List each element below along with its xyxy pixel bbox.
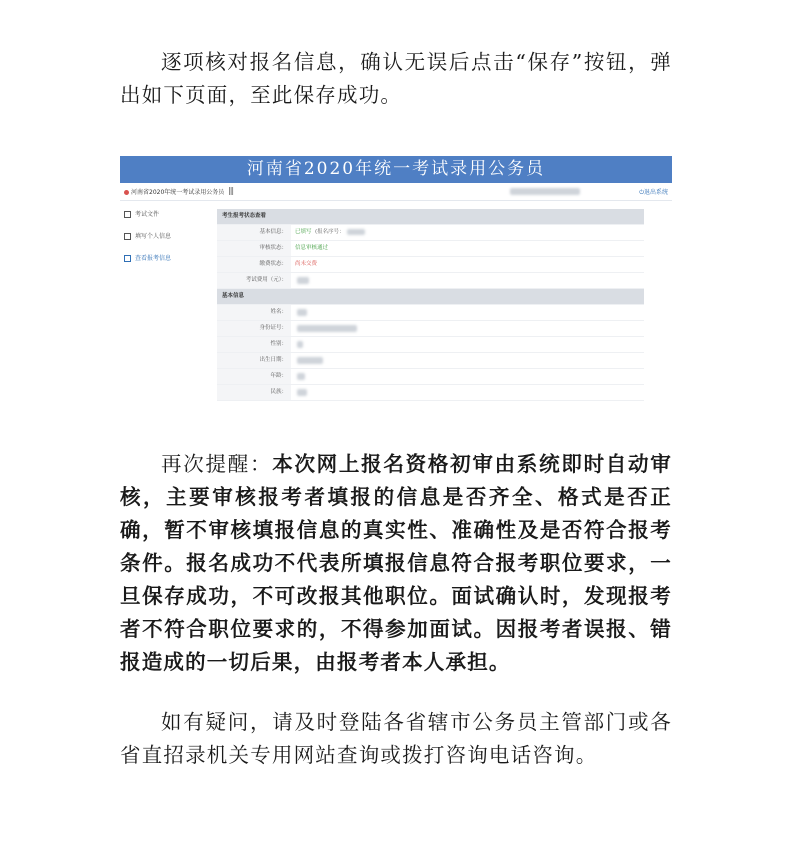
blurred-user-info: [510, 188, 580, 195]
reminder-paragraph: [120, 448, 672, 679]
table-row: 基本信息： 已填写 (报名序号：: [217, 225, 644, 241]
logout-link[interactable]: ⏻退出系统: [639, 189, 668, 196]
table-row: 年龄：: [217, 369, 644, 385]
basic-section-header: 基本信息: [217, 289, 644, 305]
site-header: [120, 183, 672, 201]
menu-icon[interactable]: |||: [228, 186, 234, 195]
document-icon: [124, 211, 131, 218]
blurred-value: [347, 229, 365, 235]
sidebar-item-view-application[interactable]: 查看报考信息: [124, 253, 171, 262]
sidebar-item-exam-files[interactable]: 考试文件: [124, 209, 159, 218]
table-row: 性别：: [217, 337, 644, 353]
table-row: 缴费状态： 尚未交费: [217, 257, 644, 273]
status-section-header: 考生报考状态查看: [217, 209, 644, 225]
reminder-lead: 再次提醒：: [161, 452, 273, 476]
table-row: 民族：: [217, 385, 644, 401]
table-row: 出生日期：: [217, 353, 644, 369]
table-row: 考试费用（元）：: [217, 273, 644, 289]
sidebar: [120, 201, 214, 403]
search-icon: [124, 255, 131, 262]
edit-icon: [124, 233, 131, 240]
sidebar-item-fill-info[interactable]: 填写个人信息: [124, 231, 171, 240]
site-title: 河南省2020年统一考试录用公务员: [124, 187, 224, 196]
registration-screenshot: [120, 156, 672, 403]
contact-paragraph: 如有疑问，请及时登陆各省辖市公务员主管部门或各省直招录机关专用网站查询或拨打咨询电话咨询。: [120, 710, 672, 767]
blurred-value: [297, 277, 309, 284]
power-icon: ⏻: [639, 189, 644, 196]
exam-banner: 河南省2020年统一考试录用公务员: [120, 156, 672, 183]
table-row: 身份证号：: [217, 321, 644, 337]
table-row: 姓名：: [217, 305, 644, 321]
logo-icon: [124, 190, 129, 195]
table-row: 审核状态： 信息审核通过: [217, 241, 644, 257]
reminder-body: 本次网上报名资格初审由系统即时自动审核，主要审核报考者填报的信息是否齐全、格式是否正确，暂不审核填报信息的真实性、准确性及是否符合报考条件。报名成功不代表所填报信息符合报考职位要求，一旦保存成功，不可改报其他职位。面试确认时，发现报考者不符合职位要求的，不得参加面试。因报考者误报、错报造成的一切后果，由报考者本人承担。: [120, 452, 672, 674]
intro-paragraph: 逐项核对报名信息，确认无误后点击“保存”按钮，弹出如下页面，至此保存成功。: [120, 50, 672, 107]
